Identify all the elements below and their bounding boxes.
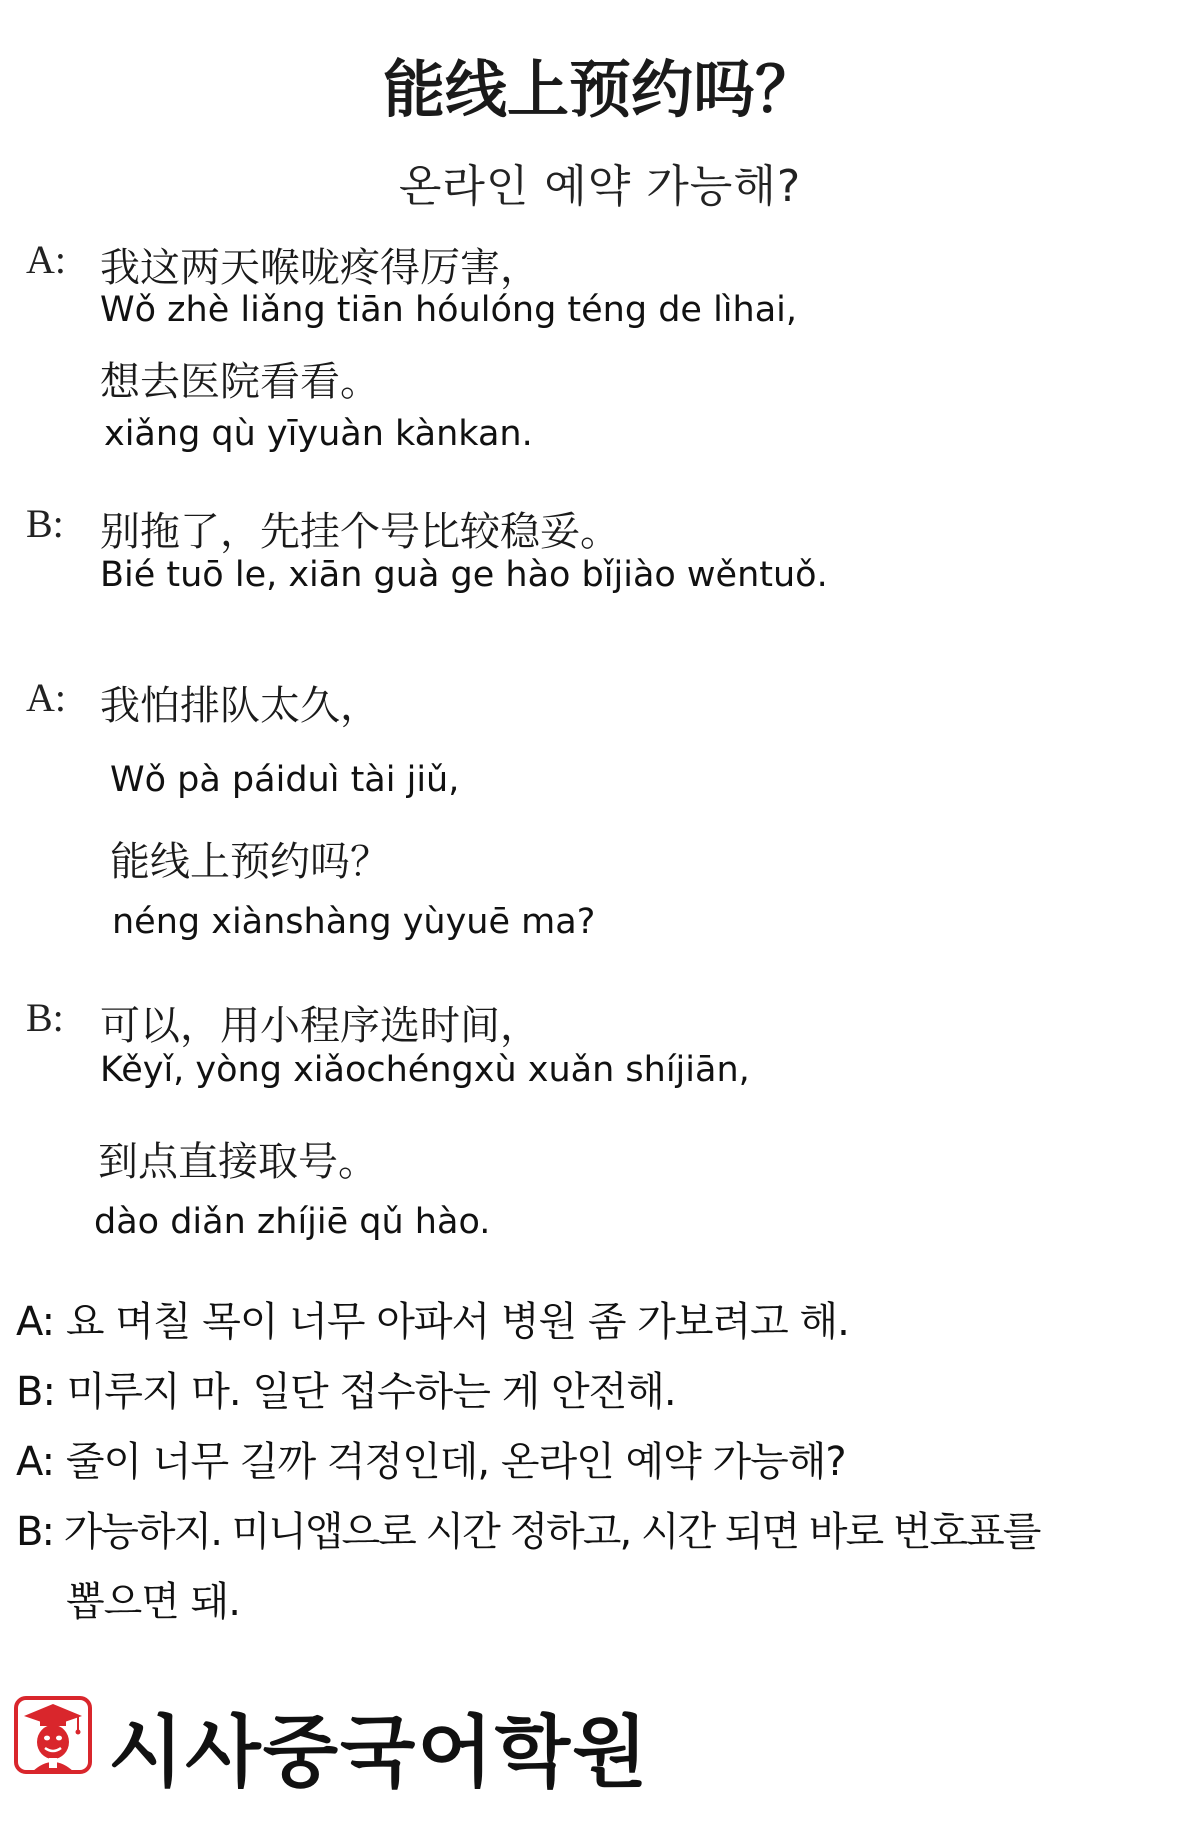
pinyin-text: Wǒ zhè liǎng tiān hóulóng téng de lìhai, bbox=[100, 290, 798, 330]
pinyin-text: xiǎng qù yīyuàn kànkan. bbox=[104, 414, 533, 454]
page-subtitle: 온라인 예약 가능해? bbox=[398, 161, 802, 212]
pinyin-text: dào diǎn zhíjiē qǔ hào. bbox=[94, 1202, 491, 1242]
hanzi-text: 我这两天喉咙疼得厉害， bbox=[100, 245, 540, 291]
translation-line: 뽑으면 돼. bbox=[66, 1579, 240, 1625]
scholar-mascot-icon bbox=[14, 1696, 92, 1774]
translation-line: B: 가능하지. 미니앱으로 시간 정하고, 시간 되면 바로 번호표를 bbox=[16, 1509, 1040, 1555]
hanzi-text: 可以，用小程序选时间， bbox=[100, 1003, 540, 1049]
hanzi-text: 我怕排队太久， bbox=[100, 683, 380, 729]
brand-name: 시사중국어학원 bbox=[108, 1708, 650, 1798]
hanzi-text: 别拖了，先挂个号比较稳妥。 bbox=[100, 509, 620, 555]
hanzi-text: 想去医院看看。 bbox=[100, 359, 380, 405]
pinyin-text: Wǒ pà páiduì tài jiǔ, bbox=[110, 760, 460, 800]
page-title: 能线上预约吗？ bbox=[382, 53, 817, 126]
translation-line: A: 요 며칠 목이 너무 아파서 병원 좀 가보려고 해. bbox=[16, 1299, 849, 1345]
pinyin-text: néng xiànshàng yùyuē ma? bbox=[112, 902, 596, 942]
speaker-label: A: bbox=[26, 237, 66, 282]
hanzi-text: 到点直接取号。 bbox=[98, 1139, 378, 1185]
translation-line: A: 줄이 너무 길까 걱정인데, 온라인 예약 가능해? bbox=[16, 1439, 846, 1485]
pinyin-text: Bié tuō le, xiān guà ge hào bǐjiào wěntuǒ. bbox=[100, 555, 828, 595]
pinyin-text: Kěyǐ, yòng xiǎochéngxù xuǎn shíjiān, bbox=[100, 1050, 750, 1090]
speaker-label: B: bbox=[26, 501, 64, 546]
hanzi-text: 能线上预约吗？ bbox=[110, 839, 390, 885]
speaker-label: B: bbox=[26, 995, 64, 1040]
speaker-label: A: bbox=[26, 675, 66, 720]
translation-line: B: 미루지 마. 일단 접수하는 게 안전해. bbox=[16, 1369, 676, 1415]
